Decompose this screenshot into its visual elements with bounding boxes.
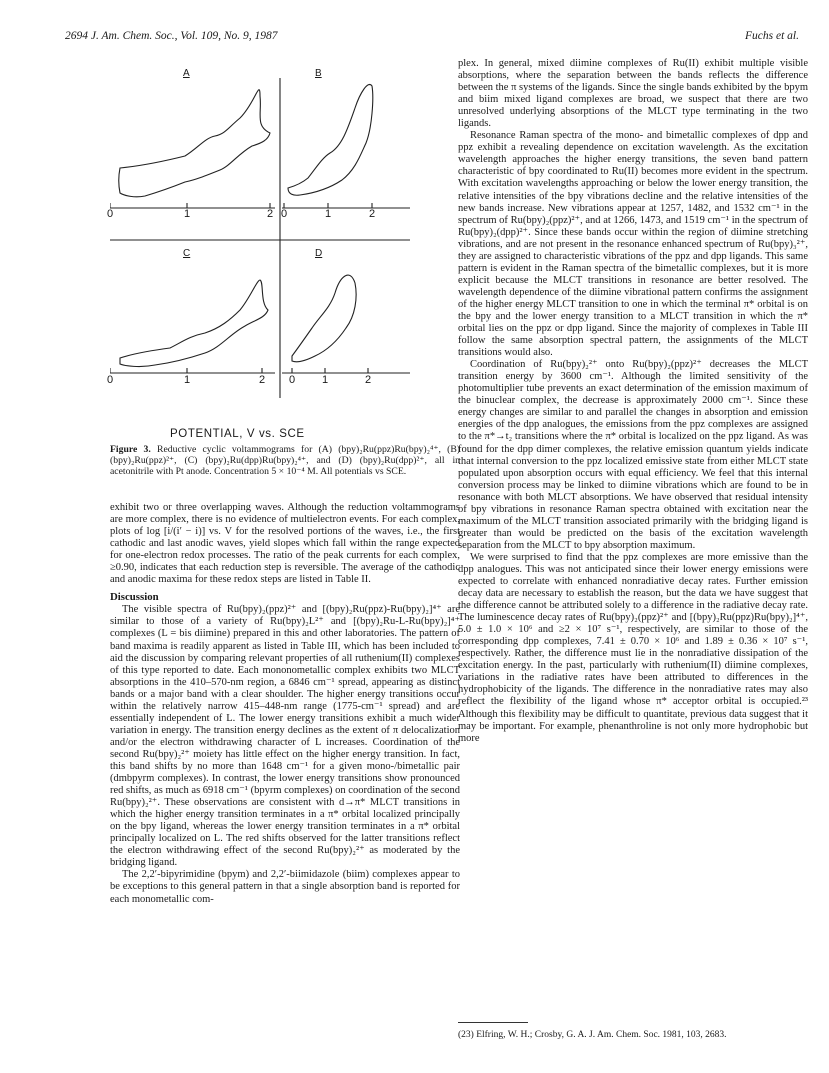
voltammogram-panels xyxy=(110,58,410,428)
footnote-divider xyxy=(458,1022,528,1023)
voltammogram-c xyxy=(120,280,268,367)
caption-label: Figure 3. xyxy=(110,444,151,455)
tick-label: 0 xyxy=(107,208,114,220)
tick-label: 0 xyxy=(107,374,114,386)
paragraph: plex. In general, mixed diimine complexes of Ru(II) exhibit multiple visible absorptions, where the separation between the bands reflects the difference between the π systems of the ligands. Since the single bands exhibited by the bpym and biim mixed ligand complexes are broad, we suspect that there are two unresolved underlying absorptions of the MLCT type terminating in the two ligands. xyxy=(458,58,808,130)
tick-label: 2 xyxy=(369,208,376,220)
voltammogram-a xyxy=(119,90,270,197)
tick-label: 2 xyxy=(259,374,266,386)
panel-label-a: A xyxy=(183,68,190,79)
tick-label: 2 xyxy=(267,208,274,220)
footnote: (23) Elfring, W. H.; Crosby, G. A. J. Am. Chem. Soc. 1981, 103, 2683. xyxy=(458,1030,727,1040)
paragraph: Resonance Raman spectra of the mono- and bimetallic complexes of dpp and ppz exhibit a revealing dependence on excitation wavelength. As the excitation wavelength approaches the higher energy transitions, the seven band pattern characteristic of bpy coordinated to Ru(II) becomes more evident in the spectrum. With excitation wavelengths approaching or below the lower energy transition, the relative intensities of the bpy vibrations decline and the relative intensities of the new bands increase. New vibrations appear at 1257, 1482, and 1532 cm⁻¹ in the spectrum of Ru(bpy)₂(ppz)²⁺, and at 1266, 1473, and 1519 cm⁻¹ in the spectrum of Ru(bpy)₂(dpp)²⁺. Since these bands occur within the region of diimine stretching vibrations, and are not present in the resonance enhanced spectrum of Ru(bpy)₃²⁺, they are assigned to characteristic vibrations of the ppz and dpp ligands. This same pattern is evident in the Raman spectra of the bimetallic complexes, but it is more explicit because the MLCT transitions in resonance are better resolved. The wavelength dependence of the diimine vibrational pattern confirms the assignment of the higher energy MLCT transition to one in which the terminal π* orbital is on the bpy and the lower energy transition to a MLCT transition in which the π* orbital lies on the ppz or dpp ligand. Since the majority of complexes in Table III follow the same absorption spectral pattern, the assignments of the MLCT transitions would also. xyxy=(458,130,808,359)
voltammogram-d xyxy=(292,275,356,362)
running-header-authors: Fuchs et al. xyxy=(745,30,799,42)
paragraph: We were surprised to find that the ppz complexes are more emissive than the dpp analogues. This was not anticipated since their lower energy emissions were expected to correlate with enhanced nonradiative decay rates. Further emission decay data are necessary to establish the reason, but the data we have suggest that the difference cannot be attributed solely to a difference in the radiative decay rate. The luminescence decay rates of Ru(bpy)₂(ppz)²⁺ and [(bpy)₂Ru(ppz)Ru(bpy)₂]⁴⁺, 5.0 ± 1.0 × 10⁶ and ≥2 × 10⁷ s⁻¹, respectively, are similar to those of the corresponding dpp complexes, 7.41 ± 0.70 × 10⁶ and 1.89 ± 0.36 × 10⁷ s⁻¹, respectively. Rather, the difference must lie in the nonradiative dissipation of the excitation energy. In the past, particularly with ruthenium(II) diimine complexes, variations in the radiative rates have been attributed to differences in the hydrophobicity of the ligands. The difference in the nonradiative rates may also reflect the flexibility of the ligand whose π* acceptor orbital is occupied.²³ Although this flexibility may be difficult to quantitate, previous data suggest that it may be important. For example, phenanthroline is not only more hydrophobic but more xyxy=(458,551,808,744)
tick-label: 1 xyxy=(322,374,329,386)
tick-label: 1 xyxy=(184,208,191,220)
paragraph: The 2,2′-bipyrimidine (bpym) and 2,2′-biimidazole (biim) complexes appear to be exceptions to this general pattern in that a single absorption band is reported for each monometallic com- xyxy=(110,869,460,905)
panel-label-b: B xyxy=(315,68,322,79)
tick-label: 2 xyxy=(365,374,372,386)
tick-label: 1 xyxy=(325,208,332,220)
running-header: 2694 J. Am. Chem. Soc., Vol. 109, No. 9, 1987 xyxy=(65,30,278,42)
tick-label: 0 xyxy=(289,374,296,386)
right-column xyxy=(458,58,808,745)
tick-label: 1 xyxy=(184,374,191,386)
figure-3 xyxy=(107,58,410,428)
panel-label-c: C xyxy=(183,248,191,259)
panel-label-d: D xyxy=(315,248,323,259)
figure-caption xyxy=(110,444,460,477)
paragraph: Coordination of Ru(bpy)₂²⁺ onto Ru(bpy)₂(ppz)²⁺ decreases the MLCT transition energy by 3600 cm⁻¹. Although the limited sensitivity of the photomultiplier tube prevents an exact determination of the emission maximum of the binuclear complex, the decrease is approximately 2000 cm⁻¹. Since these energy changes are similar to and parallel the changes in absorption and emission energies of the dpp analogues, the emissions from the ppz complexes are assigned to the π*→t₂ transitions where the π* orbital is localized on the ppz ligand. As was found for the dpp dimer complexes, the relative emission quantum yields indicate that internal conversion to the ppz localized emissive state from either MLCT state populated upon absorption occurs with equal efficiency. We feel that this internal conversion process may be linked to diimine vibrations which are found to be in resonance with both MLCT absorptions. We have observed that residual intensity of bpy vibrations in resonance Raman spectra obtained with excitation near the maximum of the MLCT transition associated primarily with the bridging ligand is greater than would be predicted on the basis of the excitation wavelength separation from the MLCT to bpy absorption maximum. xyxy=(458,359,808,551)
paragraph: exhibit two or three overlapping waves. Although the reduction voltammograms are more complex, there is no evidence of multielectron events. For each complex, plots of log [i/(i′ − i)] vs. V for the resolved portions of the waves, i.e., the first cathodic and last anodic waves, yield slopes which fall within the range expected for one-electron redox processes. The ratio of the peak currents for each complex, ≥0.90, indicates that each reduction step is reversible. The average of the cathodic and anodic maxima for these redox steps are listed in Table II. xyxy=(110,502,460,586)
left-column xyxy=(110,502,460,906)
section-heading-discussion: Discussion xyxy=(110,591,159,604)
tick-label: 0 xyxy=(281,208,288,220)
voltammogram-b xyxy=(288,85,373,196)
figure-axis-title: POTENTIAL, V vs. SCE xyxy=(170,428,305,440)
caption-text: Reductive cyclic voltammograms for (A) (bpy)₂Ru(ppz)Ru(bpy)₂⁴⁺, (B) (bpy)₂Ru(ppz)²⁺, (C) (bpy)₂Ru(dpp)Ru(bpy)₂⁴⁺, and (D) (bpy)₂Ru(dpp)²⁺, all in acetonitrile with Pt anode. Concentration 5 × 10⁻⁴ M. All potentials vs SCE. xyxy=(110,444,461,478)
paragraph: The visible spectra of Ru(bpy)₂(ppz)²⁺ and [(bpy)₂Ru(ppz)-Ru(bpy)₂]⁴⁺ are similar to those of a variety of Ru(bpy)₂L²⁺ and [(bpy)₂Ru-L-Ru(bpy)₂]⁴⁺ complexes (L = bis diimine) prepared in this and other laboratories. The pattern of band maxima is readily apparent as listed in Table III, which has been included to aid the discussion by comparing relevant properties of all ruthenium(II) complexes of this type reported to date. Each mononometallic complex exhibits two MLCT absorptions in the 410–570-nm region, a 6846 cm⁻¹ spread, appearing as distinct bands or a major band with a clear shoulder. The higher energy transitions occur within the relatively narrow 415–448-nm range (1775-cm⁻¹ spread) and are essentially independent of L. The lower energy transitions exhibit a much wider variation in energy. The transition energy declines as the extent of π delocalization and/or the electron withdrawing character of L increases. Coordination of the second Ru(bpy)₂²⁺ moiety has little effect on the higher energy transition. In fact, this band shifts by no more than 1648 cm⁻¹ for a given mono-/bimetallic pair (dmbpyrm complexes). In contrast, the lower energy transitions show pronounced red shifts, as much as 6918 cm⁻¹ (bpyrm complexes) on coordination of the second Ru(bpy)₂²⁺. These observations are consistent with d→π* MLCT transitions in which the higher energy transition terminates in a π* orbital localized principally on the bpy ligand, whereas the lower energy transition terminates in a π* orbital principally localized on L. The red shifts observed for the latter transitions reflect the electron withdrawing effect of the second Ru(bpy)₂²⁺ as moderated by the bridging ligand. xyxy=(110,604,460,869)
